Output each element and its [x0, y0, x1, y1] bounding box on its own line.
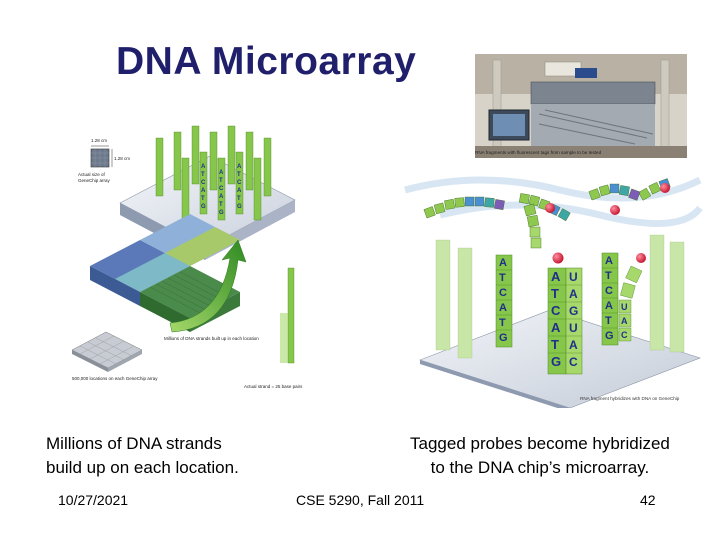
probe-a [496, 255, 512, 347]
probe-c-base-4: A [605, 300, 613, 312]
caption-right [410, 432, 670, 480]
probe-b [548, 253, 582, 375]
scale-top-label: 1.28 cm [91, 138, 108, 143]
chip-tile-grid [90, 214, 240, 332]
probe-b-base-3: C [551, 303, 561, 318]
probe-b-pair-3: G [569, 304, 579, 318]
svg-text:A: A [219, 170, 224, 176]
hybridize-caption: RNA fragment hybridizes with DNA on GeneChip [580, 396, 680, 401]
probe-c-pair-3: C [621, 330, 628, 340]
probe-c [602, 253, 646, 345]
actual-size-label-1: Actual size of [78, 172, 105, 177]
probe-b-pair-5: A [569, 338, 578, 352]
svg-text:A: A [201, 188, 206, 194]
slide-title: DNA Microarray [116, 40, 417, 83]
probe-a-base-3: C [499, 287, 507, 299]
probe-b-pair-6: C [569, 355, 578, 369]
probe-a-base-6: G [499, 332, 508, 344]
probe-c-base-6: G [605, 330, 614, 342]
svg-text:C: C [237, 180, 242, 186]
svg-text:A: A [237, 164, 242, 170]
probe-a-base-4: A [499, 302, 507, 314]
svg-text:T: T [237, 172, 241, 178]
probe-b-pair-1: U [569, 270, 578, 284]
svg-text:T: T [201, 196, 205, 202]
footer-date: 10/27/2021 [58, 492, 129, 508]
probe-b-pair-4: U [569, 321, 578, 335]
millions-strands-label: Millions of DNA strands built up in each location [164, 336, 259, 341]
footer-course: CSE 5290, Fall 2011 [296, 492, 425, 508]
svg-text:G: G [219, 210, 224, 216]
scale-side-label: 1.28 cm [114, 156, 131, 161]
photo-caption: RNA fragments with fluorescent tags from sample to be tested [475, 150, 602, 155]
svg-text:T: T [201, 172, 205, 178]
probe-c-base-2: T [605, 270, 612, 282]
probe-b-pair-2: A [569, 287, 578, 301]
svg-text:T: T [237, 196, 241, 202]
probe-b-base-6: G [551, 354, 562, 369]
single-dna-strand [280, 268, 294, 363]
probe-c-base-3: C [605, 285, 613, 297]
probe-a-base-2: T [499, 272, 506, 284]
footer-page-number: 42 [640, 492, 656, 508]
strand-length-label: Actual strand = 25 base pairs [244, 384, 303, 389]
svg-text:A: A [237, 188, 242, 194]
caption-right-line-1: Tagged probes become hybridized [410, 434, 670, 453]
small-array [72, 332, 142, 372]
svg-text:A: A [201, 164, 206, 170]
svg-text:G: G [237, 204, 242, 210]
svg-text:A: A [219, 194, 224, 200]
probe-c-pair-1: U [621, 302, 628, 312]
svg-text:C: C [219, 186, 224, 192]
probe-b-base-4: A [551, 320, 561, 335]
probe-b-base-5: T [551, 337, 559, 352]
svg-text:C: C [201, 180, 206, 186]
actual-size-label-2: GeneChip array [78, 178, 110, 183]
probe-b-base-1: A [551, 269, 561, 284]
genechip-illustration [70, 118, 315, 393]
probe-a-base-1: A [499, 257, 507, 269]
lab-instrument-photo [475, 54, 687, 158]
probe-a-base-5: T [499, 317, 506, 329]
caption-left-line-1: Millions of DNA strands [46, 434, 222, 453]
caption-left [46, 432, 239, 480]
svg-text:T: T [219, 178, 223, 184]
svg-text:G: G [201, 204, 206, 210]
probe-b-base-2: T [551, 286, 559, 301]
descending-fragment [524, 204, 541, 248]
locations-label: 500,000 locations on each GeneChip array [72, 376, 158, 381]
actual-size-chip [78, 138, 130, 183]
caption-left-line-2: build up on each location. [46, 458, 239, 477]
probe-c-pair-2: A [621, 316, 628, 326]
probe-c-base-5: T [605, 315, 612, 327]
probe-c-base-1: A [605, 255, 613, 267]
caption-right-line-2: to the DNA chip’s microarray. [430, 458, 650, 477]
svg-text:T: T [219, 202, 223, 208]
hybridization-illustration [400, 160, 705, 408]
